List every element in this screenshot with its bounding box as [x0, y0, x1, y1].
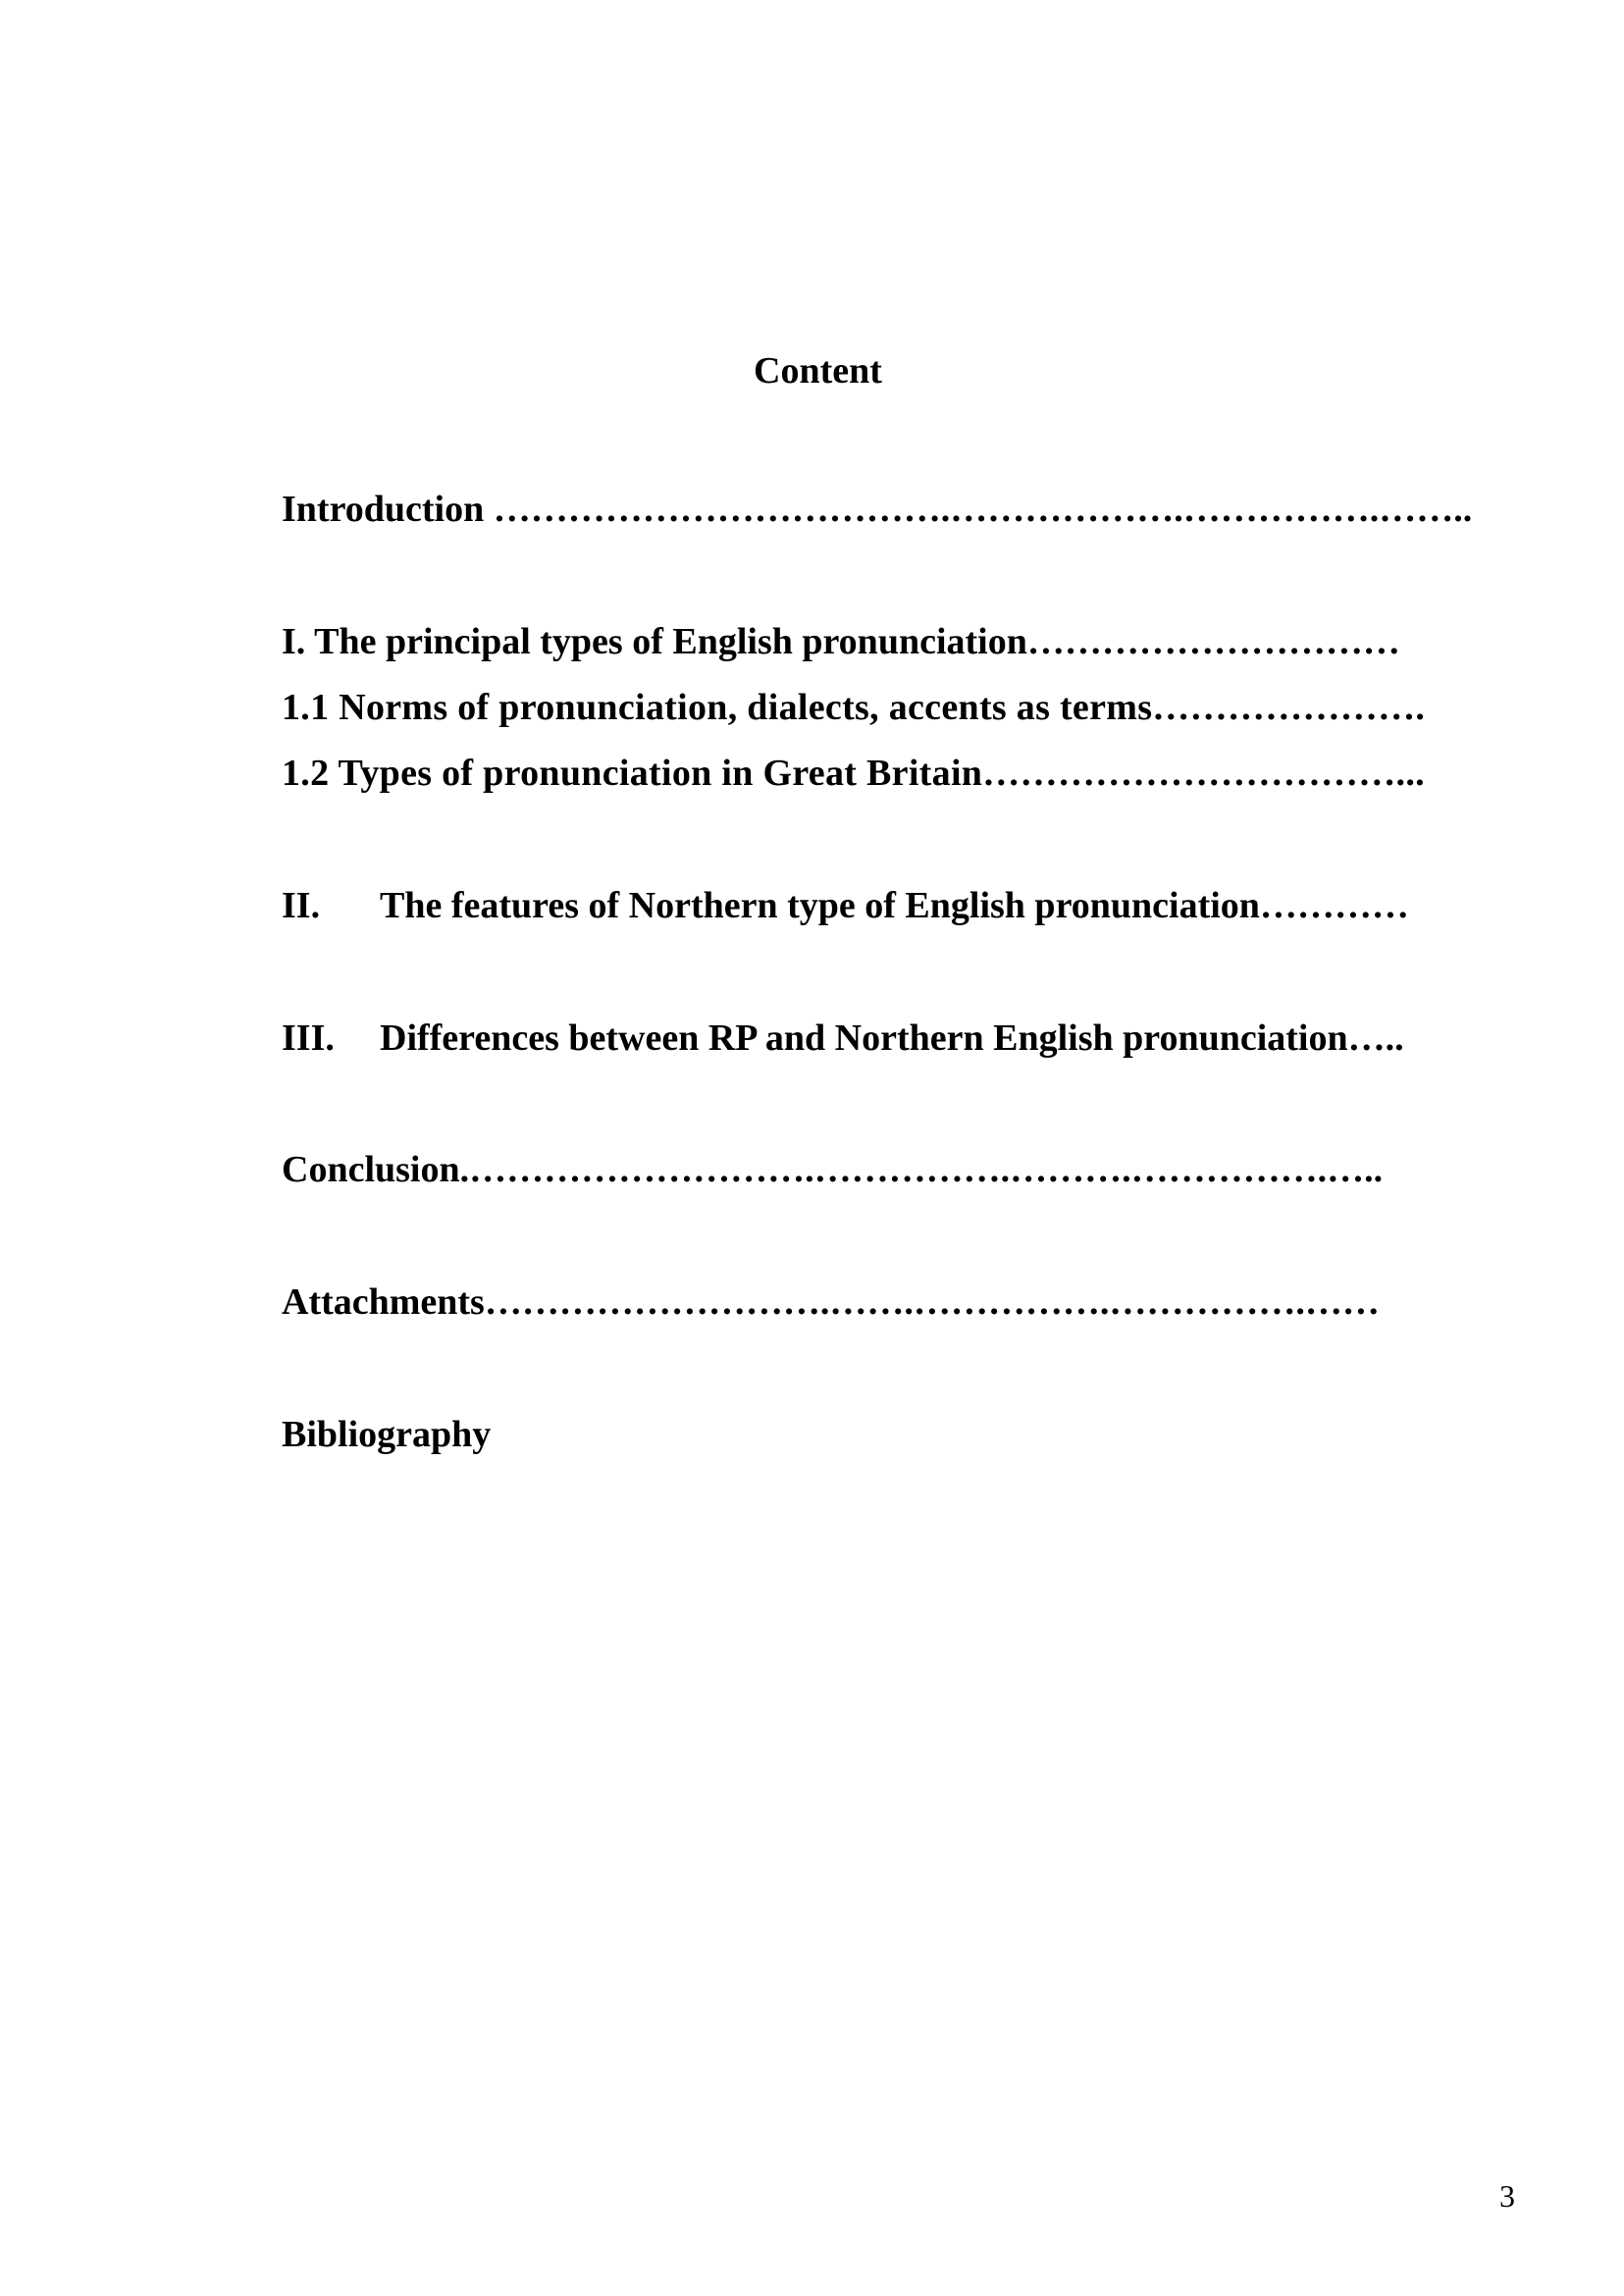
- toc-entry-attachments: Attachments……………………….…….…………….…………….……: [282, 1281, 1380, 1323]
- toc-entry-chapter-3: [282, 1015, 1404, 1062]
- toc-entry-conclusion: Conclusion.……………………….…………….……….…………….…..: [282, 1149, 1384, 1190]
- toc-entry-chapter-3-label: Differences between RP and Northern English pronunciation…..: [380, 1018, 1404, 1059]
- toc-entry-chapter-2: [282, 882, 1409, 929]
- toc-entry-chapter-2-label: The features of Northern type of English pronunciation…………: [380, 885, 1409, 926]
- toc-title: Content: [754, 350, 882, 391]
- toc-entry-chapter-1: I. The principal types of English pronunciation…………………………: [282, 621, 1400, 662]
- page-number: 3: [1499, 2178, 1515, 2214]
- toc-entry-section-1-1: 1.1 Norms of pronunciation, dialects, accents as terms………………….: [282, 687, 1426, 728]
- toc-entry-introduction: Introduction ……………………………….……………….…………….……..: [282, 489, 1473, 530]
- toc-numeral-3: III.: [282, 1018, 335, 1059]
- toc-numeral-2: II.: [282, 885, 321, 926]
- toc-entry-bibliography: Bibliography: [282, 1414, 492, 1455]
- toc-entry-section-1-2: 1.2 Types of pronunciation in Great Britain……………………………...: [282, 753, 1425, 794]
